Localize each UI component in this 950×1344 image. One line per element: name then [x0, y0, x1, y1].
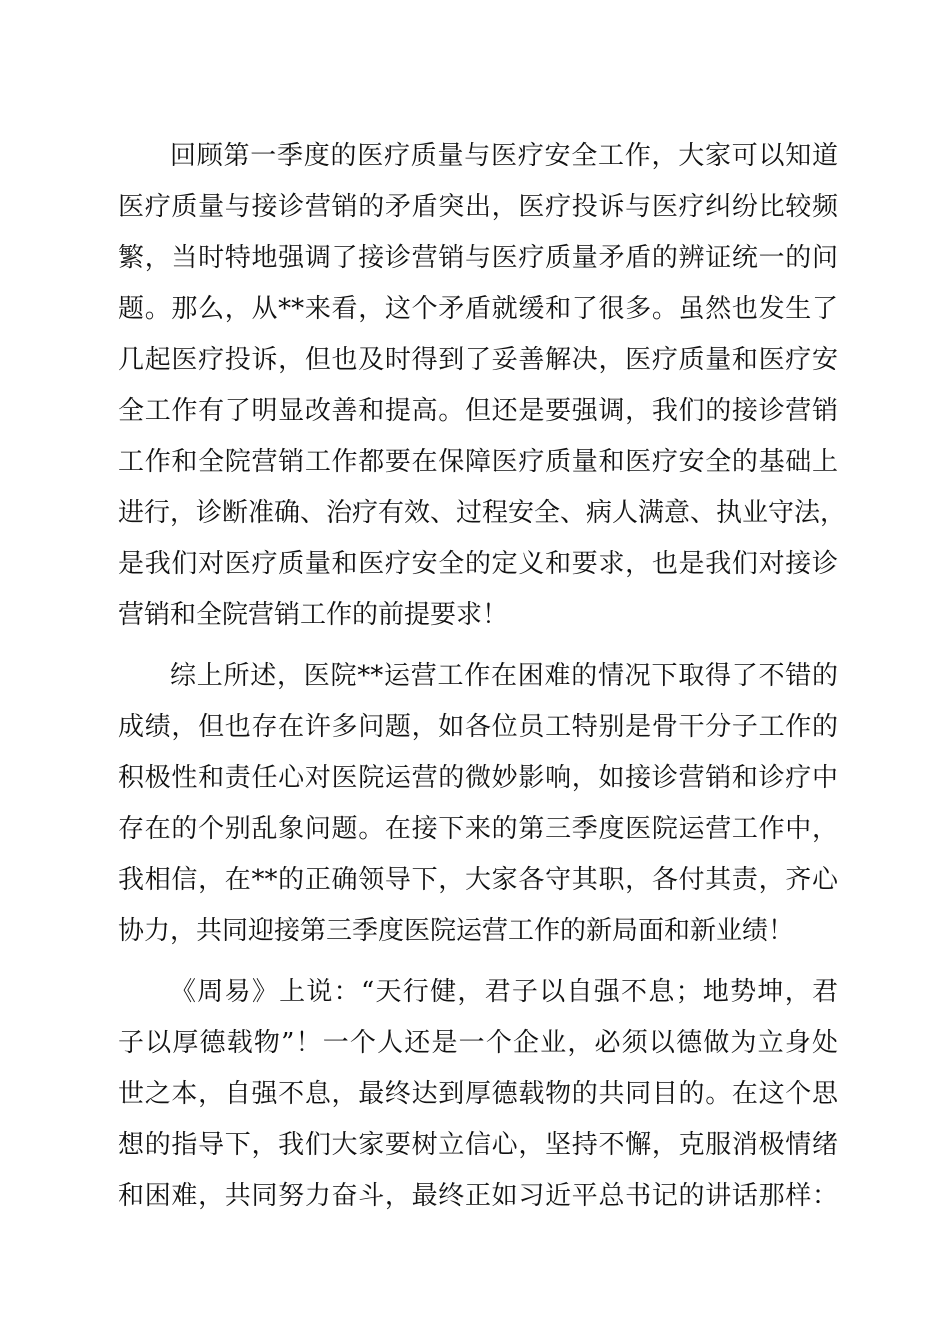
text-line: 工作和全院营销工作都要在保障医疗质量和医疗安全的基础上 — [118, 447, 838, 477]
text-line: 综上所述，医院**运营工作在困难的情况下取得了不错的 — [170, 661, 838, 691]
text-line: 营销和全院营销工作的前提要求！ — [118, 600, 509, 630]
text-line: 想的指导下，我们大家要树立信心，坚持不懈，克服消极情绪 — [118, 1130, 838, 1160]
text-line: 医疗质量与接诊营销的矛盾突出，医疗投诉与医疗纠纷比较频 — [118, 192, 838, 222]
text-line: 进行，诊断准确、治疗有效、过程安全、病人满意、执业守法， — [118, 498, 847, 528]
text-line: 题。那么，从**来看，这个矛盾就缓和了很多。虽然也发生了 — [118, 294, 838, 324]
text-line: 是我们对医疗质量和医疗安全的定义和要求，也是我们对接诊 — [118, 549, 838, 579]
text-line: 回顾第一季度的医疗质量与医疗安全工作，大家可以知道 — [170, 141, 838, 171]
paragraph-summary — [118, 651, 838, 957]
text-line: 几起医疗投诉，但也及时得到了妥善解决，医疗质量和医疗安 — [118, 345, 838, 375]
paragraph-quality-review — [118, 131, 847, 641]
text-line: 全工作有了明显改善和提高。但还是要强调，我们的接诊营销 — [118, 396, 838, 426]
paragraph-zhouyi-quote — [118, 967, 838, 1222]
text-line: 世之本，自强不息，最终达到厚德载物的共同目的。在这个思 — [118, 1079, 838, 1109]
text-line: 我相信，在**的正确领导下，大家各守其职，各付其责，齐心 — [118, 865, 838, 895]
text-line: 存在的个别乱象问题。在接下来的第三季度医院运营工作中， — [118, 814, 838, 844]
text-line: 子以厚德载物”！一个人还是一个企业，必须以德做为立身处 — [118, 1028, 838, 1058]
text-line: 协力，共同迎接第三季度医院运营工作的新局面和新业绩！ — [118, 916, 795, 946]
document-body — [118, 131, 847, 1232]
text-line: 繁，当时特地强调了接诊营销与医疗质量矛盾的辨证统一的问 — [118, 243, 838, 273]
text-line: 《周易》上说：“天行健，君子以自强不息；地势坤，君 — [170, 977, 838, 1007]
text-line: 积极性和责任心对医院运营的微妙影响，如接诊营销和诊疗中 — [118, 763, 838, 793]
text-line: 成绩，但也存在许多问题，如各位员工特别是骨干分子工作的 — [118, 712, 838, 742]
text-line: 和困难，共同努力奋斗，最终正如习近平总书记的讲话那样： — [118, 1181, 838, 1211]
